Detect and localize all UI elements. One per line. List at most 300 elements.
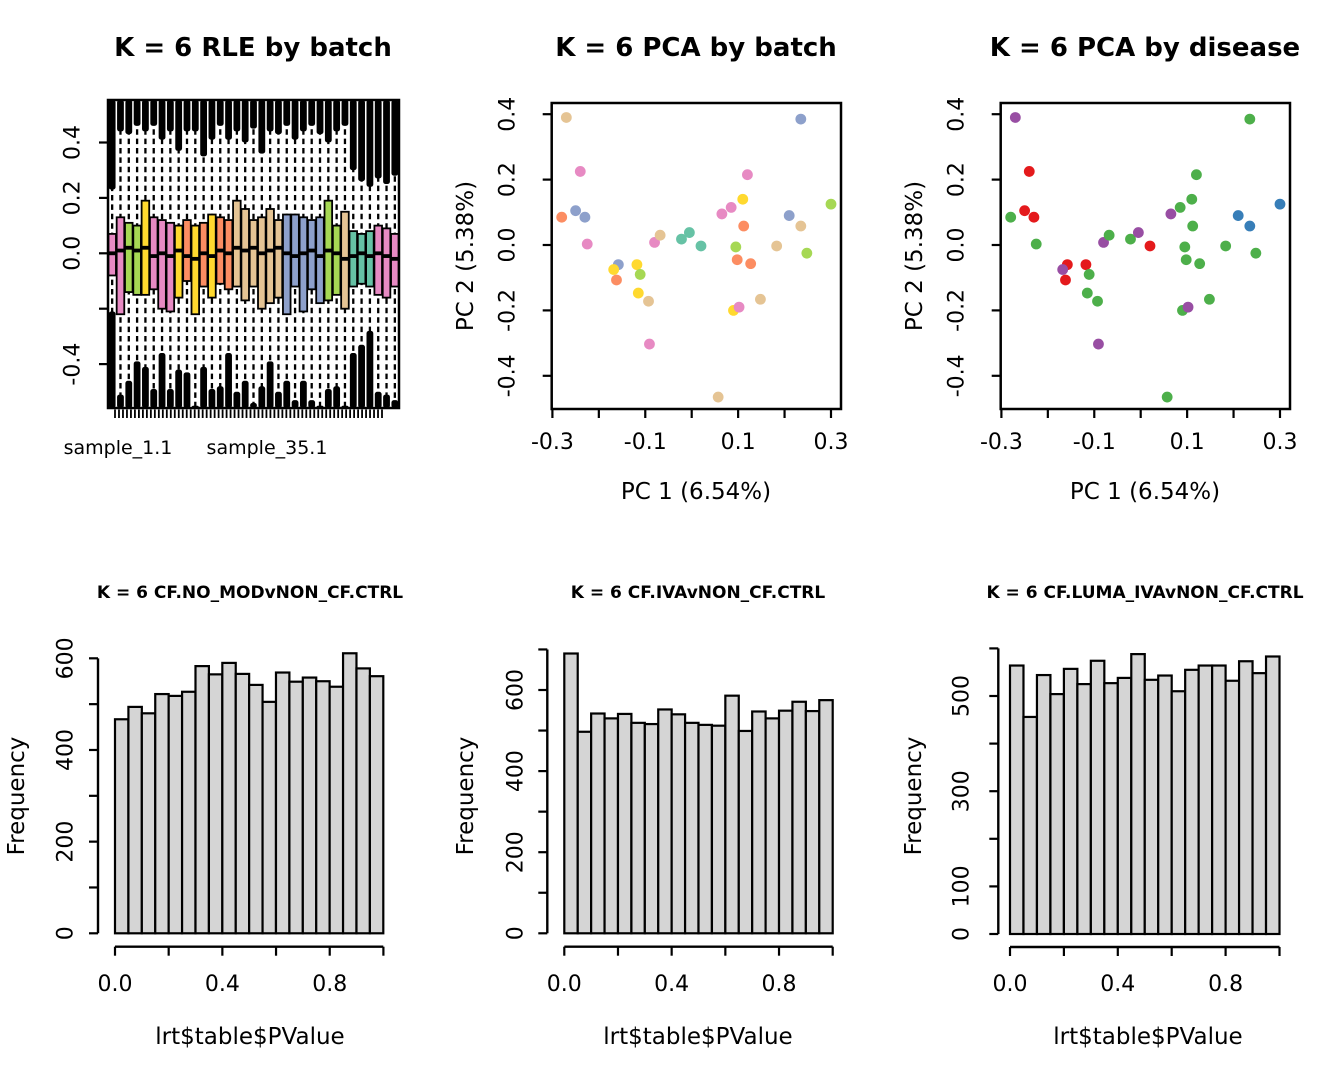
pca-point <box>608 264 619 275</box>
hist-y-tick-label: 600 <box>53 637 79 680</box>
rle-outliers-bottom <box>267 361 274 408</box>
hist-bar <box>1050 694 1063 934</box>
rle-median <box>183 254 191 258</box>
rle-median <box>125 246 133 250</box>
rle-outliers-bottom <box>184 372 191 408</box>
hist-bar <box>618 714 631 933</box>
pca-point <box>684 227 695 238</box>
pca-point <box>795 114 806 125</box>
rle-box <box>250 220 258 286</box>
rle-outliers-top <box>383 100 390 184</box>
rle-median <box>166 254 174 258</box>
pca-point <box>713 392 724 403</box>
rle-median <box>150 254 158 258</box>
rle-outliers-top <box>367 100 374 187</box>
pca-point <box>1081 259 1092 270</box>
rle-median <box>299 251 307 255</box>
pca-point <box>582 239 593 250</box>
rle-median <box>225 251 233 255</box>
rle-outliers-bottom <box>300 381 307 408</box>
rle-outliers-top <box>292 100 299 140</box>
pca-point <box>1024 166 1035 177</box>
hist-bar <box>779 711 792 934</box>
hist-bar <box>1064 669 1077 934</box>
rle-outliers-bottom <box>233 392 240 408</box>
pca-y-tick-label: -0.4 <box>495 354 521 398</box>
hist-bar <box>155 694 168 933</box>
rle-outliers-bottom <box>350 353 357 408</box>
hist-bar <box>605 718 618 933</box>
hist1-title: K = 6 CF.NO_MODvNON_CF.CTRL <box>96 583 404 603</box>
pca-batch-xlabel: PC 1 (6.54%) <box>620 479 772 505</box>
pca-x-tick-label: -0.3 <box>979 430 1023 455</box>
rle-outliers-top <box>109 100 116 190</box>
hist-bar <box>289 682 302 934</box>
rle-median <box>374 251 382 255</box>
rle-median <box>266 249 274 253</box>
pca-point <box>1060 275 1071 286</box>
pca-point <box>801 248 812 259</box>
pca-y-tick-label: 0.0 <box>495 227 521 263</box>
rle-box <box>275 220 283 298</box>
hist-bar <box>1131 654 1144 934</box>
pca-point <box>784 210 795 221</box>
rle-x-label-left: sample_1.1 <box>63 437 173 459</box>
pca-point <box>1010 112 1021 123</box>
pca-point <box>1250 248 1261 259</box>
pca-point <box>1204 294 1215 305</box>
rle-box <box>358 234 366 284</box>
hist-bar <box>712 726 725 934</box>
rle-outliers-bottom <box>150 389 157 408</box>
hist-bar <box>752 711 765 933</box>
rle-median <box>283 251 291 255</box>
pca-point <box>635 269 646 280</box>
hist-bar <box>316 681 329 933</box>
hist-bar <box>142 713 155 933</box>
rle-box <box>117 217 125 314</box>
rle-y-tick-label: 0.2 <box>60 180 86 216</box>
hist-bar <box>1077 684 1090 934</box>
pca-x-tick-label: 0.1 <box>720 430 756 455</box>
hist-bar <box>276 673 289 934</box>
pca-point <box>644 339 655 350</box>
rle-box <box>349 231 357 286</box>
hist-x-tick-label: 0.4 <box>1100 972 1136 997</box>
rle-outliers-top <box>342 100 349 126</box>
pca-point <box>755 294 766 305</box>
rle-outliers-top <box>217 100 224 126</box>
hist-bar <box>685 723 698 933</box>
hist-y-tick-label: 0 <box>503 926 529 941</box>
hist-bar <box>564 654 577 934</box>
hist-bar <box>699 725 712 933</box>
hist-bar <box>209 674 222 933</box>
pca-point <box>1220 241 1231 252</box>
hist-bar <box>1145 680 1158 934</box>
rle-box <box>300 217 308 311</box>
pca-point <box>1029 212 1040 223</box>
hist-bar <box>1172 691 1185 934</box>
hist-y-tick-label: 400 <box>53 728 79 771</box>
pca-point <box>1191 169 1202 180</box>
rle-median <box>341 257 349 261</box>
pca-point <box>1145 241 1156 252</box>
rle-box <box>233 201 241 287</box>
hist-bar <box>631 723 644 933</box>
rle-outliers-top <box>242 100 249 143</box>
rle-median <box>208 254 216 258</box>
hist-bar <box>578 732 591 934</box>
pca-point <box>556 212 567 223</box>
pca-point <box>1244 114 1255 125</box>
hist-bar <box>356 668 369 933</box>
pca-disease-xlabel: PC 1 (6.54%) <box>1069 479 1221 505</box>
rle-outliers-top <box>175 100 182 151</box>
rle-box <box>241 209 249 300</box>
hist3-ylabel: Frequency <box>901 736 927 856</box>
hist3-title: K = 6 CF.LUMA_IVAvNON_CF.CTRL <box>986 583 1304 603</box>
pca-point <box>737 194 748 205</box>
rle-outliers-top <box>258 100 265 154</box>
rle-median <box>158 251 166 255</box>
pca-point <box>1031 239 1042 250</box>
pca-point <box>726 202 737 213</box>
rle-box <box>266 209 274 303</box>
hist-bar <box>1023 717 1036 934</box>
rle-outliers-bottom <box>283 381 290 408</box>
rle-outliers-bottom <box>125 381 132 408</box>
rle-box <box>167 223 175 312</box>
rle-outliers-top <box>283 100 290 126</box>
hist-bar <box>1158 676 1171 934</box>
rle-outliers-bottom <box>159 353 166 408</box>
pca-point <box>632 259 643 270</box>
hist-bar <box>303 678 316 934</box>
pca-point <box>795 221 806 232</box>
hist-bar <box>792 702 805 934</box>
hist-bar <box>330 687 343 934</box>
rle-median <box>391 257 399 261</box>
rle-outliers-bottom <box>117 395 124 408</box>
rle-median <box>108 251 116 255</box>
hist-bar <box>128 707 141 933</box>
pca-point <box>1183 302 1194 313</box>
hist-bar <box>1199 666 1212 934</box>
pca-border <box>1001 103 1290 409</box>
rle-median <box>175 249 183 253</box>
rle-median <box>291 254 299 258</box>
hist-bar <box>263 702 276 933</box>
hist-bar <box>1185 670 1198 934</box>
rle-median <box>308 249 316 253</box>
pca-x-tick-label: 0.3 <box>813 430 849 455</box>
hist-bar <box>739 731 752 933</box>
hist-y-tick-label: 400 <box>503 750 529 793</box>
pca-y-tick-label: -0.2 <box>495 288 521 332</box>
rle-outliers-top <box>117 100 124 131</box>
rle-box <box>316 217 324 303</box>
hist-bar <box>1253 673 1266 934</box>
rle-outliers-bottom <box>134 361 141 408</box>
hist-bar <box>1212 666 1225 934</box>
rle-outliers-top <box>150 100 157 126</box>
rle-median <box>333 251 341 255</box>
rle-outliers-bottom <box>375 392 382 408</box>
pca-point <box>745 258 756 269</box>
hist2-title: K = 6 CF.IVAvNON_CF.CTRL <box>570 583 826 603</box>
rle-median <box>142 246 150 250</box>
rle-outliers-top <box>192 100 199 131</box>
hist2-ylabel: Frequency <box>453 736 479 856</box>
hist-bar <box>249 685 262 933</box>
hist-bar <box>115 719 128 933</box>
hist-bar <box>236 674 249 933</box>
panel-rle <box>61 100 400 418</box>
pca-y-tick-label: -0.4 <box>944 354 970 398</box>
pca-point <box>1133 227 1144 238</box>
pca-point <box>561 112 572 123</box>
hist3-xlabel: lrt$table$PValue <box>1053 1024 1243 1050</box>
rle-outliers-bottom <box>333 386 340 408</box>
pca-y-tick-label: 0.2 <box>495 162 521 198</box>
rle-outliers-bottom <box>209 389 216 408</box>
hist-bar <box>182 692 195 934</box>
hist-bar <box>658 709 671 933</box>
pca-point <box>1005 212 1016 223</box>
rle-outliers-top <box>125 100 132 134</box>
rle-outliers-bottom <box>225 353 232 408</box>
rle-box <box>383 228 391 297</box>
rle-outliers-bottom <box>175 370 182 408</box>
pca-disease-ylabel: PC 2 (5.38%) <box>902 180 928 332</box>
rle-outliers-top <box>167 100 174 131</box>
hist-bar <box>370 676 383 933</box>
pca-y-tick-label: 0.2 <box>944 162 970 198</box>
pca-point <box>1186 194 1197 205</box>
pca-point <box>1162 392 1173 403</box>
rle-box <box>308 220 316 289</box>
hist-y-tick-label: 500 <box>949 675 975 717</box>
pca-point <box>1092 296 1103 307</box>
hist-bar <box>766 718 779 933</box>
hist1-ylabel: Frequency <box>4 736 30 856</box>
pca-point <box>730 242 741 253</box>
hist-bar <box>819 700 832 933</box>
pca-point <box>1104 230 1115 241</box>
pca-point <box>1244 221 1255 232</box>
pca-disease-title: K = 6 PCA by disease <box>989 33 1301 63</box>
pca-point <box>734 302 745 313</box>
pca-x-tick-label: -0.1 <box>1072 430 1116 455</box>
rle-box <box>283 215 291 315</box>
rle-outliers-top <box>250 100 257 129</box>
rle-median <box>275 246 283 250</box>
hist1-xlabel: lrt$table$PValue <box>155 1024 345 1050</box>
panel-hist-2 <box>504 649 833 997</box>
panel-hist-1 <box>54 637 384 997</box>
rle-box <box>291 215 299 287</box>
rle-outliers-top <box>233 100 240 131</box>
rle-outliers-top <box>142 100 149 131</box>
hist-x-tick-label: 0.0 <box>992 972 1028 997</box>
rle-median <box>316 254 324 258</box>
rle-y-tick-label: 0.0 <box>60 235 86 271</box>
rle-median <box>349 254 357 258</box>
hist-y-tick-label: 200 <box>53 820 79 863</box>
pca-point <box>643 296 654 307</box>
rle-outliers-bottom <box>358 345 365 408</box>
hist-bar <box>222 663 235 933</box>
pca-batch-ylabel: PC 2 (5.38%) <box>453 180 479 332</box>
rle-y-tick-label: -0.4 <box>60 342 86 386</box>
pca-point <box>771 241 782 252</box>
pca-y-tick-label: -0.2 <box>944 288 970 332</box>
pca-point <box>1019 205 1030 216</box>
rle-outliers-top <box>225 100 232 140</box>
pca-x-tick-label: -0.1 <box>623 430 667 455</box>
rle-outliers-bottom <box>258 386 265 408</box>
rle-outliers-top <box>134 100 141 126</box>
rle-outliers-top <box>200 100 207 156</box>
hist-bar <box>1091 661 1104 934</box>
pca-point <box>716 209 727 220</box>
pca-point <box>580 212 591 223</box>
hist-bar <box>1226 681 1239 934</box>
hist-bar <box>1010 666 1023 934</box>
pca-point <box>1084 269 1095 280</box>
hist-y-tick-label: 300 <box>949 770 975 813</box>
rle-outliers-top <box>325 100 332 143</box>
rle-outliers-top <box>159 100 166 140</box>
rle-median <box>241 249 249 253</box>
hist-x-tick-label: 0.4 <box>654 972 690 997</box>
panel-hist-3 <box>950 648 1280 997</box>
pca-point <box>1233 210 1244 221</box>
pca-point <box>738 221 749 232</box>
rle-box <box>125 223 133 292</box>
rle-y-tick-label: 0.4 <box>60 125 86 160</box>
hist-bar <box>343 653 356 933</box>
rle-box <box>374 226 382 295</box>
rle-median <box>324 249 332 253</box>
rle-median <box>216 249 224 253</box>
pca-x-tick-label: 0.1 <box>1169 430 1205 455</box>
rle-outliers-bottom <box>109 311 116 408</box>
rle-outliers-bottom <box>167 389 174 408</box>
pca-point <box>1275 199 1286 210</box>
pca-border <box>552 103 841 409</box>
rle-box <box>150 217 158 289</box>
rle-box <box>192 226 200 315</box>
rle-outliers-bottom <box>275 392 282 408</box>
rle-box <box>366 231 374 286</box>
rle-median <box>200 251 208 255</box>
pca-point <box>1181 254 1192 265</box>
rle-outliers-bottom <box>142 367 149 408</box>
pca-x-tick-label: -0.3 <box>530 430 574 455</box>
hist-bar <box>591 714 604 934</box>
rle-x-label-right: sample_35.1 <box>206 437 328 459</box>
hist-y-tick-label: 600 <box>503 669 529 711</box>
rle-outliers-top <box>391 100 398 176</box>
rle-title: K = 6 RLE by batch <box>114 33 392 63</box>
rle-median <box>258 251 266 255</box>
hist-bar <box>725 696 738 934</box>
pca-y-tick-label: 0.0 <box>944 227 970 263</box>
rle-outliers-top <box>184 100 191 131</box>
hist-y-tick-label: 100 <box>949 865 975 908</box>
hist-bar <box>1266 656 1279 934</box>
pca-point <box>575 166 586 177</box>
pca-x-tick-label: 0.3 <box>1262 430 1298 455</box>
rle-box <box>258 217 266 308</box>
rle-median <box>366 254 374 258</box>
hist-y-tick-label: 0 <box>53 926 79 941</box>
hist-bar <box>1239 661 1252 934</box>
pca-point <box>732 254 743 265</box>
rle-outliers-bottom <box>200 367 207 408</box>
hist2-xlabel: lrt$table$PValue <box>603 1024 793 1050</box>
rle-outliers-top <box>333 100 340 131</box>
rle-box <box>133 226 141 295</box>
hist-bar <box>806 711 819 933</box>
rle-outliers-top <box>267 100 274 131</box>
rle-outliers-bottom <box>242 381 249 408</box>
pca-point <box>611 275 622 286</box>
rle-outliers-bottom <box>383 395 390 408</box>
panel-pca-batch <box>496 97 849 455</box>
hist-bar <box>1104 683 1117 934</box>
rle-outliers-top <box>350 100 357 170</box>
rle-median <box>383 254 391 258</box>
pca-point <box>742 169 753 180</box>
pca-batch-title: K = 6 PCA by batch <box>555 33 837 63</box>
pca-y-tick-label: 0.4 <box>495 96 521 132</box>
pca-point <box>1179 242 1190 253</box>
rle-outliers-top <box>358 100 365 181</box>
rle-outliers-bottom <box>367 331 374 408</box>
hist-x-tick-label: 0.8 <box>1208 972 1244 997</box>
rle-median <box>191 257 199 261</box>
pca-point <box>1082 288 1093 299</box>
pca-point <box>1187 221 1198 232</box>
hist-bar <box>1037 675 1050 934</box>
rle-outliers-top <box>209 100 216 140</box>
pca-point <box>1194 258 1205 269</box>
hist-bar <box>672 714 685 933</box>
rle-box <box>175 226 183 298</box>
hist-bar <box>195 666 208 933</box>
pca-point <box>1093 339 1104 350</box>
hist-bar <box>645 724 658 933</box>
pca-point <box>570 205 581 216</box>
pca-point <box>826 199 837 210</box>
panel-pca-disease <box>945 97 1298 455</box>
pca-point <box>1165 209 1176 220</box>
hist-bar <box>1118 678 1131 934</box>
pca-point <box>1175 202 1186 213</box>
hist-x-tick-label: 0.4 <box>204 972 240 997</box>
hist-x-tick-label: 0.0 <box>97 972 133 997</box>
rle-median <box>133 249 141 253</box>
rle-outliers-top <box>375 100 382 179</box>
pca-y-tick-label: 0.4 <box>944 96 970 132</box>
rle-median <box>117 249 125 253</box>
hist-bar <box>169 696 182 933</box>
rle-median <box>358 251 366 255</box>
pca-point <box>633 288 644 299</box>
